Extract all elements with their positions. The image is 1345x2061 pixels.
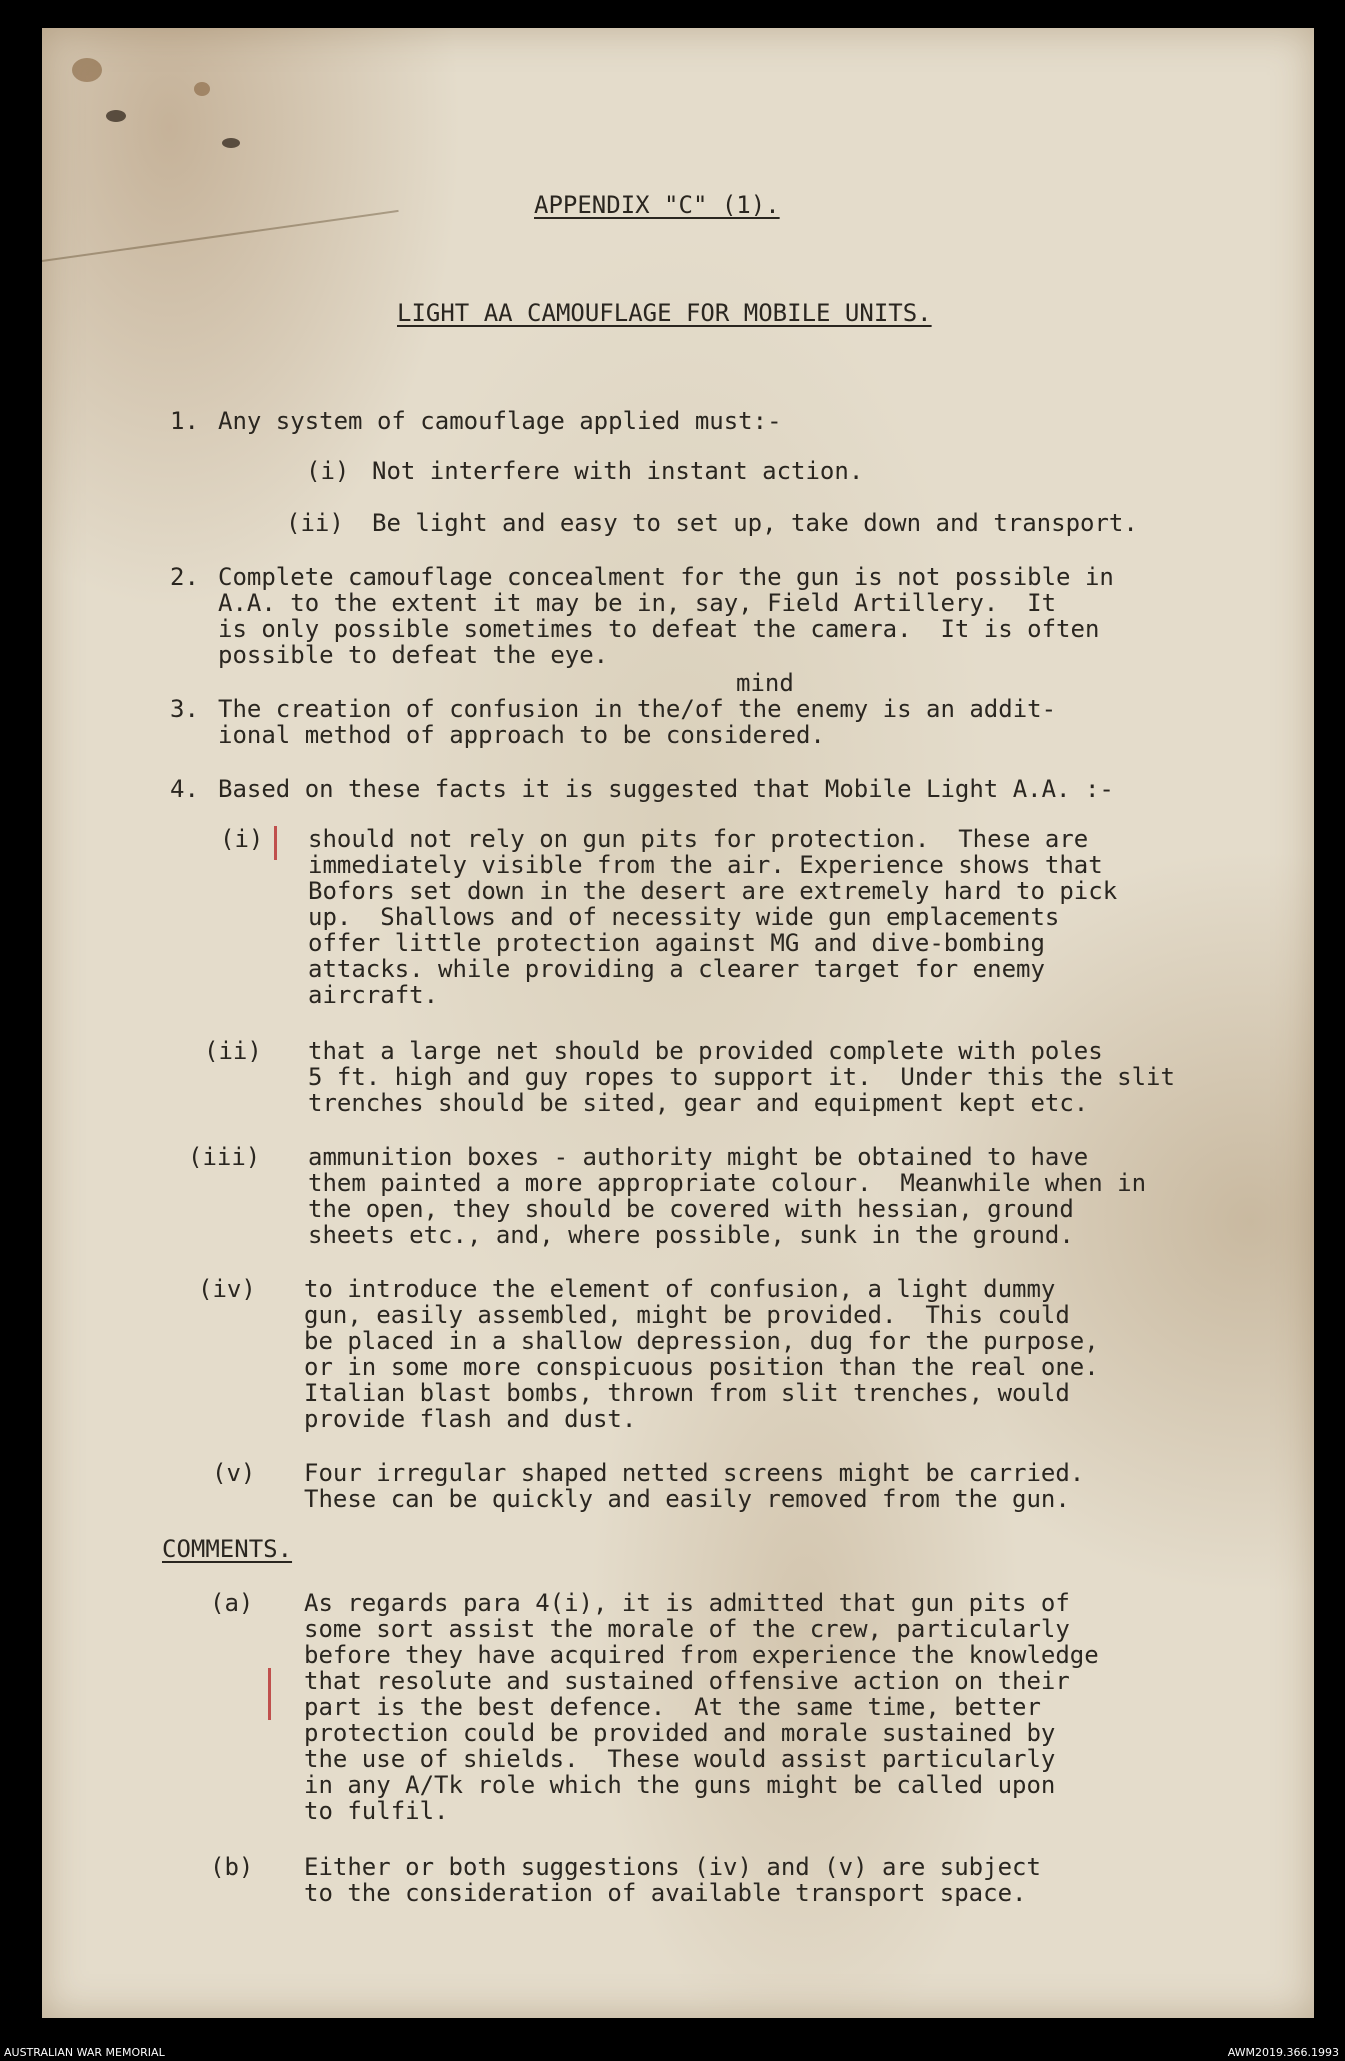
comment-line: that resolute and sustained offensive action on their	[304, 1667, 1070, 1695]
item-line: should not rely on gun pits for protection. These are	[308, 825, 1089, 853]
handwritten-insert: mind	[736, 669, 794, 697]
item-text: Be light and easy to set up, take down and transport.	[372, 509, 1138, 537]
item-line: or in some more conspicuous position than the real one.	[304, 1353, 1099, 1381]
item-number: (iii)	[188, 1143, 261, 1171]
para-line: possible to defeat the eye.	[218, 641, 609, 669]
item-line: to introduce the element of confusion, a light dummy	[304, 1275, 1056, 1303]
item-line: aircraft.	[308, 981, 439, 1009]
para-number: 4.	[170, 775, 199, 803]
item-line: Bofors set down in the desert are extremely hard to pick	[308, 877, 1118, 905]
item-line: These can be quickly and easily removed from the gun.	[304, 1485, 1070, 1513]
para-number: 1.	[170, 407, 199, 435]
item-line: up. Shallows and of necessity wide gun emplacements	[308, 903, 1060, 931]
paper-crease	[42, 210, 399, 262]
item-line: that a large net should be provided complete with poles	[308, 1037, 1103, 1065]
item-line: Four irregular shaped netted screens might be carried.	[304, 1459, 1085, 1487]
comment-line: Either or both suggestions (iv) and (v) are subject	[304, 1853, 1041, 1881]
item-number: (i)	[306, 457, 350, 485]
item-line: Italian blast bombs, thrown from slit trenches, would	[304, 1379, 1070, 1407]
item-line: provide flash and dust.	[304, 1405, 637, 1433]
item-number: (iv)	[198, 1275, 256, 1303]
para-line: The creation of confusion in the/of the enemy is an addit-	[218, 695, 1057, 723]
item-line: immediately visible from the air. Experience shows that	[308, 851, 1103, 879]
item-line: ammunition boxes - authority might be obtained to have	[308, 1143, 1089, 1171]
stain-mark	[106, 110, 126, 122]
item-number: (ii)	[204, 1037, 262, 1065]
comment-line: to fulfil.	[304, 1797, 449, 1825]
stain-mark	[222, 138, 240, 148]
red-pencil-mark	[274, 826, 277, 860]
item-line: them painted a more appropriate colour. Meanwhile when in	[308, 1169, 1147, 1197]
para-number: 2.	[170, 563, 199, 591]
para-line: is only possible sometimes to defeat the camera. It is often	[218, 615, 1100, 643]
para-text: Any system of camouflage applied must:-	[218, 407, 782, 435]
comments-title: COMMENTS.	[162, 1535, 293, 1563]
footer-credit: AUSTRALIAN WAR MEMORIAL	[4, 2046, 165, 2059]
para-line: ional method of approach to be considered.	[218, 721, 825, 749]
comment-line: in any A/Tk role which the guns might be called upon	[304, 1771, 1056, 1799]
comment-line: As regards para 4(i), it is admitted that gun pits of	[304, 1589, 1070, 1617]
para-text: Based on these facts it is suggested that Mobile Light A.A. :-	[218, 775, 1114, 803]
para-number: 3.	[170, 695, 199, 723]
item-line: attacks. while providing a clearer target for enemy	[308, 955, 1045, 983]
comment-line: the use of shields. These would assist particularly	[304, 1745, 1056, 1773]
item-number: (i)	[220, 825, 264, 853]
item-line: trenches should be sited, gear and equipment kept etc.	[308, 1089, 1089, 1117]
red-pencil-mark	[268, 1668, 271, 1720]
comment-line: protection could be provided and morale sustained by	[304, 1719, 1056, 1747]
comment-number: (b)	[210, 1853, 254, 1881]
item-line: the open, they should be covered with hessian, ground	[308, 1195, 1074, 1223]
comment-line: some sort assist the morale of the crew, particularly	[304, 1615, 1070, 1643]
comment-line: to the consideration of available transport space.	[304, 1879, 1027, 1907]
stain-mark	[194, 82, 210, 96]
para-line: A.A. to the extent it may be in, say, Field Artillery. It	[218, 589, 1057, 617]
item-text: Not interfere with instant action.	[372, 457, 864, 485]
footer-accession-number: AWM2019.366.1993	[1227, 2046, 1339, 2059]
item-line: gun, easily assembled, might be provided. This could	[304, 1301, 1070, 1329]
item-line: sheets etc., and, where possible, sunk in the ground.	[308, 1221, 1074, 1249]
item-number: (v)	[212, 1459, 256, 1487]
item-number: (ii)	[286, 509, 344, 537]
para-line: Complete camouflage concealment for the gun is not possible in	[218, 563, 1114, 591]
page-subheading: LIGHT AA CAMOUFLAGE FOR MOBILE UNITS.	[397, 299, 932, 327]
comment-number: (a)	[210, 1589, 254, 1617]
page-heading: APPENDIX "C" (1).	[534, 191, 780, 219]
item-line: 5 ft. high and guy ropes to support it. Under this the slit	[308, 1063, 1175, 1091]
item-line: be placed in a shallow depression, dug for the purpose,	[304, 1327, 1099, 1355]
document-page	[42, 28, 1314, 2018]
stain-mark	[72, 58, 102, 82]
comment-line: part is the best defence. At the same time, better	[304, 1693, 1041, 1721]
item-line: offer little protection against MG and dive-bombing	[308, 929, 1045, 957]
comment-line: before they have acquired from experience the knowledge	[304, 1641, 1099, 1669]
